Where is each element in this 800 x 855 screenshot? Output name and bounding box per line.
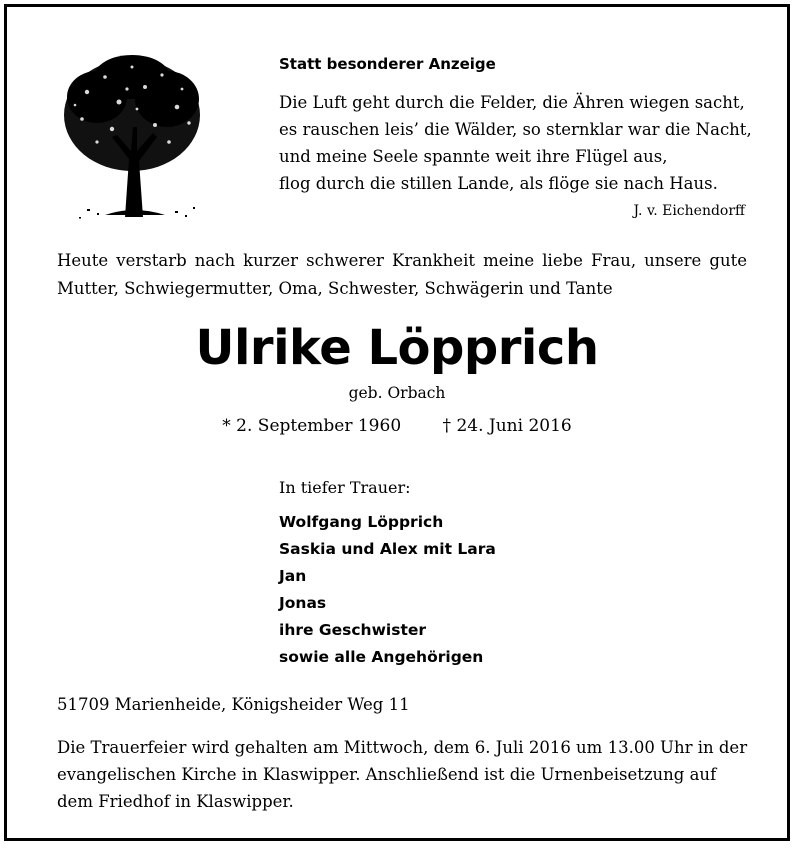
mourner-name: Wolfgang Löpprich bbox=[279, 513, 444, 531]
obituary-notice bbox=[4, 4, 790, 841]
ceremony-info: Die Trauerfeier wird gehalten am Mittwoch, dem 6. Juli 2016 um 13.00 Uhr in der evangelischen Kirche in Klaswipper. Anschließend ist die Urnenbeisetzung auf dem Friedhof in Klaswipper. bbox=[57, 738, 748, 811]
notice-heading: Statt besonderer Anzeige bbox=[279, 55, 496, 73]
intro-line: Mutter, Schwiegermutter, Oma, Schwester, Schwägerin und Tante bbox=[57, 279, 613, 298]
death-date: † 24. Juni 2016 bbox=[442, 416, 572, 436]
mourner-list bbox=[279, 509, 496, 671]
mourner-name: Jan bbox=[279, 567, 307, 585]
deceased-name: Ulrike Löpprich bbox=[195, 320, 599, 376]
poem-line: flog durch die stillen Lande, als flöge sie nach Haus. bbox=[279, 174, 718, 193]
mourner-name: Saskia und Alex mit Lara bbox=[279, 540, 496, 558]
poem-line: Die Luft geht durch die Felder, die Ähren wiegen sacht, bbox=[279, 93, 745, 112]
mourner-name: sowie alle Angehörigen bbox=[279, 648, 484, 666]
intro-line: Heute verstarb nach kurzer schwerer Krankheit meine liebe Frau, unsere gute bbox=[57, 251, 747, 270]
tree-icon bbox=[57, 47, 207, 222]
birth-date: * 2. September 1960 bbox=[222, 416, 402, 436]
maiden-name: geb. Orbach bbox=[348, 384, 446, 402]
poem-line: es rauschen leis’ die Wälder, so sternklar war die Nacht, bbox=[279, 120, 752, 139]
mourner-name: ihre Geschwister bbox=[279, 621, 427, 639]
life-dates bbox=[7, 416, 787, 436]
mourner-name: Jonas bbox=[279, 594, 327, 612]
mourning-label: In tiefer Trauer: bbox=[279, 478, 411, 497]
address: 51709 Marienheide, Königsheider Weg 11 bbox=[57, 695, 410, 714]
intro-text bbox=[57, 247, 747, 303]
poem bbox=[279, 89, 759, 197]
poem-line: und meine Seele spannte weit ihre Flügel aus, bbox=[279, 147, 668, 166]
poem-author: J. v. Eichendorff bbox=[633, 203, 745, 219]
